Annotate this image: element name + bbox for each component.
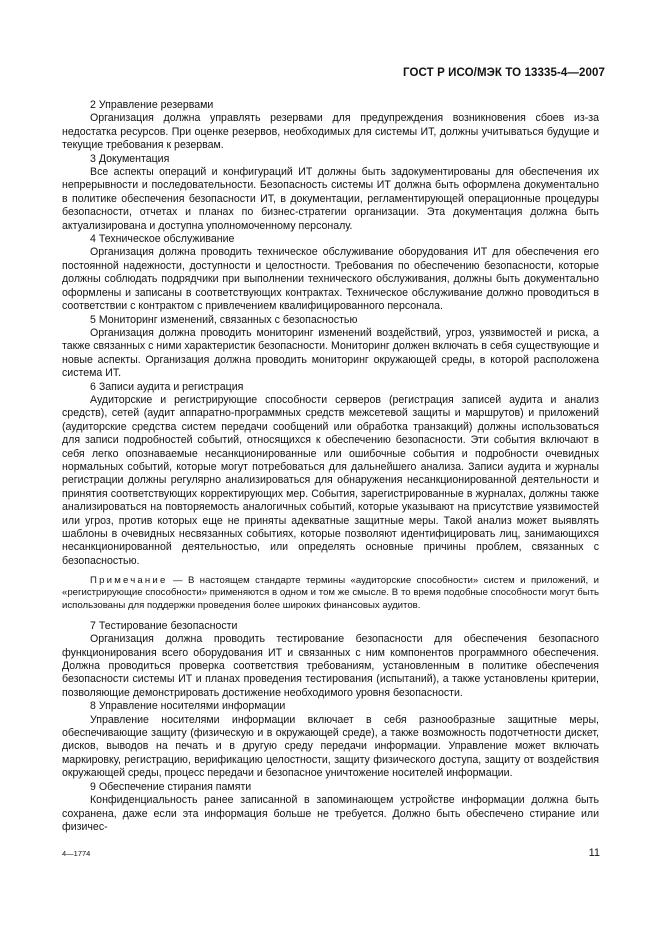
section-heading: 3 Документация [90,152,170,165]
document-body [62,99,599,834]
section-heading: 6 Записи аудита и регистрация [90,380,244,393]
section-paragraph: Организация должна проводить мониторинг изменений воздействий, угроз, уязвимостей и риска, а также связанных с ними характеристик безопасности. Мониторинг должен включать в себя существующие и новые аспекты. Организация должна проводить мониторинг окружающей среды, в которой расположена система ИТ. [62,326,599,380]
section-paragraph: Управление носителями информации включает в себя разнообразные защитные меры, обеспечивающие защиту (физическую и в окружающей среде), а также возможность подотчетности дискет, дисков, выводов на печать и в другую среду передачи информации. Управление может включать маркировку, регистрацию, верификацию целостности, защиту физического доступа, защиту от воздействия окружающей среды, процесс передачи и безопасное уничтожение носителей информации. [62,713,599,780]
note-label: Примечание [90,575,168,587]
section-paragraph: Все аспекты операций и конфигураций ИТ должны быть задокументированы для обеспечения их непрерывности и последовательности. Безопасность системы ИТ должна быть оформлена документально в политике обеспечения безопасности ИТ, в документации, регламентирующей операционные процедуры безопасности, отчетах и планах по бизнес-стратегии организации. Эта документация должна быть актуализирована и доступна уполномоченному персоналу. [62,166,599,232]
section-heading: 7 Тестирование безопасности [90,619,238,632]
standard-designation: ГОСТ Р ИСО/МЭК ТО 13335-4—2007 [403,67,605,79]
section-paragraph: Аудиторские и регистрирующие способности серверов (регистрация записей аудита и анализ средств), сетей (аудит аппаратно-программных средств межсетевой защиты и маршрутов) и приложений (аудиторские средства систем передачи сообщений или обработка транзакций) должны использоваться для записи подробностей событий, относящихся к обеспечению безопасности. Эти события включают в себя легко опознаваемые несанкционированные или ошибочные события и подробности очевидных нормальных событий, которые могут потребоваться для дальнейшего анализа. Записи аудита и журналы регистрации должны регулярно анализироваться для обнаружения несанкционированной деятельности и принятия соответствующих корректирующих мер. События, зарегистрированные в журналах, должны также анализироваться на повторяемость аналогичных событий, которые указывают на присутствие уязвимостей или угроз, против которых еще не приняты адекватные защитные меры. Такой анализ может выявлять шаблоны в очевидных несвязанных событиях, которые позволяют идентифицировать лиц, занимающихся несанкционированной деятельностью, или определять основные причины проблем, связанных с безопасностью. [62,393,599,567]
section-heading: 8 Управление носителями информации [90,700,286,713]
section-paragraph: Организация должна управлять резервами для предупреждения возникновения сбоев из-за недостатка ресурсов. При оценке резервов, необходимых для системы ИТ, должны учитываться будущие и текущие требования к резервам. [62,112,599,152]
note-block [62,575,599,612]
section-heading: 5 Мониторинг изменений, связанных с безопасностью [90,313,358,326]
section-paragraph: Организация должна проводить тестирование безопасности для обеспечения безопасного функционирования всего оборудования ИТ и связанных с ним компонентов программного обеспечения. Должна проводиться проверка соответствия требованиям, установленным в политике обеспечения безопасности системы ИТ и планах проведения тестирования (испытаний), а также установлены критерии, позволяющие демонстрировать достижение необходимого уровня безопасности. [62,633,599,699]
section-paragraph: Организация должна проводить техническое обслуживание оборудования ИТ для обеспечения его постоянной надежности, доступности и целостности. Требования по обеспечению безопасности, которые должны соблюдать подрядчики при выполнении технического обслуживания, должны быть документально оформлены и записаны в соответствующих контрактах. Техническое обслуживание должно проводиться в соответствии с контрактом с привлечением квалифицированного персонала. [62,246,599,313]
section-heading: 4 Техническое обслуживание [90,233,235,246]
page-number: 11 [588,847,600,859]
note-text: — В настоящем стандарте термины «аудиторские способности» систем и приложений, и «регистрирующие способности» применяются в одном и том же смысле. В то время подобные способности могут быть использованы для поддержки проведения более широких финансовых аудитов. [62,575,599,611]
section-heading: 9 Обеспечение стирания памяти [90,780,252,793]
section-paragraph: Конфиденциальность ранее записанной в запоминающем устройстве информации должна быть сохранена, даже если эта информация больше не требуется. Должно быть обеспечено стирание или физичес- [62,794,599,833]
section-heading: 2 Управление резервами [90,99,214,111]
sheet-signature: 4—1774 [62,849,91,858]
